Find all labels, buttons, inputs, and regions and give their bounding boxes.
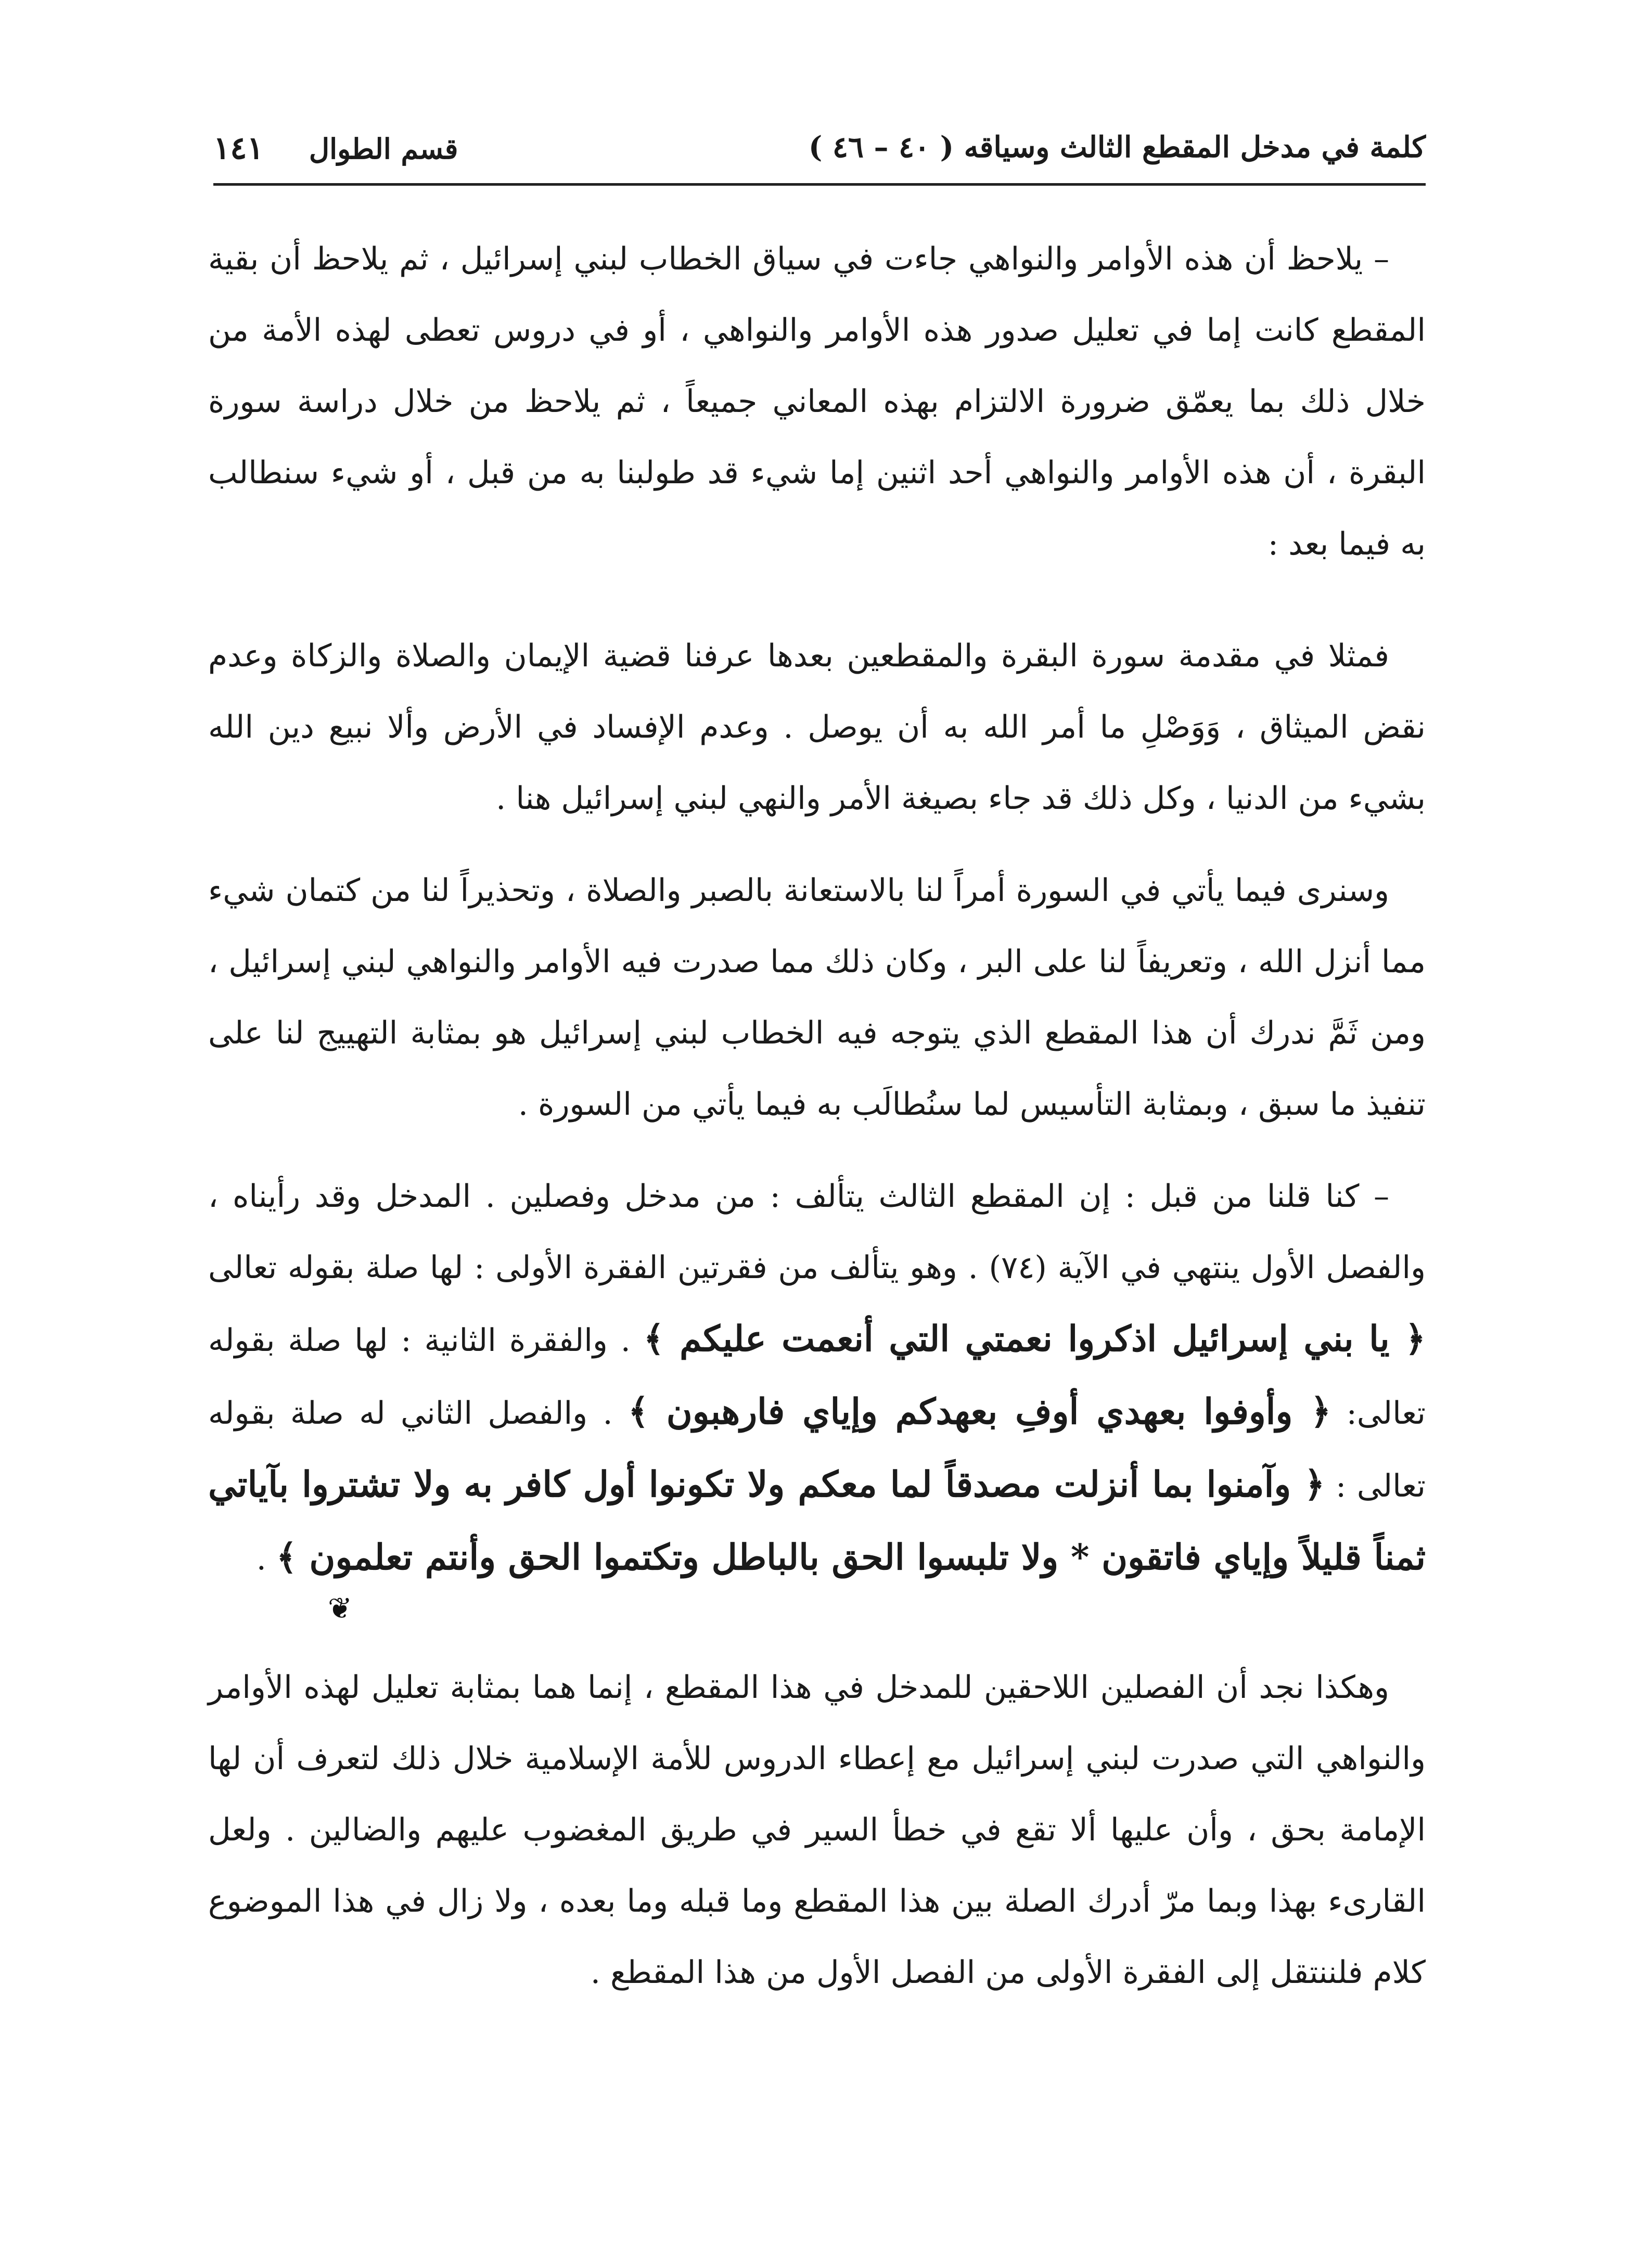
header-section: قسم الطوال [309, 132, 458, 165]
header-meta [213, 130, 458, 166]
quran-verse-2: ﴿ وأوفوا بعهدي أوفِ بعهدكم وإياي فارهبون ﴾ [628, 1391, 1331, 1433]
paragraph-1: – يلاحظ أن هذه الأوامر والنواهي جاءت في سياق الخطاب لبني إسرائيل ، ثم يلاحظ أن بقية المقطع كانت إما في تعليل صدور هذه الأوامر والنواهي ، أو في دروس تعطى لهذه الأمة من خلال ذلك بما يعمّق ضرورة الالتزام بهذه المعاني جميعاً ، ثم يلاحظ من خلال دراسة سورة البقرة ، أن هذه الأوامر والنواهي أحد اثنين إما شيء قد طولبنا به من قبل ، أو شيء سنطالب به فيما بعد : [208, 241, 1426, 562]
header-divider [213, 183, 1426, 186]
page-body [208, 224, 1426, 2049]
paragraph-5: وهكذا نجد أن الفصلين اللاحقين للمدخل في هذا المقطع ، إنما هما بمثابة تعليل لهذه الأوامر والنواهي التي صدرت لبني إسرائيل مع إعطاء الدروس للأمة الإسلامية خلال ذلك لتعرف أن لها الإمامة بحق ، وأن عليها ألا تقع في خطأ السير في طريق المغضوب عليهم والضالين . ولعل القارىء بهذا وبما مرّ أدرك الصلة بين هذا المقطع وما قبله وما بعده ، ولا زال في هذا الموضوع كلام فلننتقل إلى الفقرة الأولى من الفصل الأول من هذا المقطع . [208, 1669, 1426, 1991]
paragraph-3: وسنرى فيما يأتي في السورة أمراً لنا بالاستعانة بالصبر والصلاة ، وتحذيراً لنا من كتمان شيء مما أنزل الله ، وتعريفاً لنا على البر ، وكان ذلك مما صدرت فيه الأوامر والنواهي لبني إسرائيل ، ومن ثَمَّ ندرك أن هذا المقطع الذي يتوجه فيه الخطاب لبني إسرائيل هو بمثابة التهييج لنا على تنفيذ ما سبق ، وبمثابة التأسيس لما سنُطالَب به فيما يأتي من السورة . [208, 872, 1426, 1123]
paragraph-4-text-4: . [256, 1541, 266, 1577]
quran-verse-3: ﴿ وآمنوا بما أنزلت مصدقاً لما معكم ولا تكونوا أول كافر به ولا تشتروا بآياتي ثمناً قليلاً وإياي فاتقون * ولا تلبسوا الحق بالباطل وتكتموا الحق وأنتم تعلمون ﴾ [208, 1464, 1426, 1578]
page-number: ١٤١ [213, 130, 264, 166]
section-ornament-icon: ❦ [328, 1592, 352, 1626]
paragraph-4-text-3: . والفصل الثاني له صلة بقوله تعالى : [208, 1395, 1426, 1504]
paragraph-4-text-2: . والفقرة الثانية : لها صلة بقوله تعالى: [208, 1322, 1426, 1432]
paragraph-2: فمثلا في مقدمة سورة البقرة والمقطعين بعدها عرفنا قضية الإيمان والصلاة والزكاة وعدم نقض الميثاق ، وَوَصْلِ ما أمر الله به أن يوصل . وعدم الإفساد في الأرض وألا نبيع دين الله بشيء من الدنيا ، وكل ذلك قد جاء بصيغة الأمر والنهي لبني إسرائيل هنا . [208, 638, 1426, 817]
quran-verse-1: ﴿ يا بني إسرائيل اذكروا نعمتي التي أنعمت عليكم ﴾ [643, 1318, 1426, 1360]
running-header [213, 125, 1426, 182]
paragraph-4-text-1: – كنا قلنا من قبل : إن المقطع الثالث يتألف : من مدخل وفصلين . المدخل وقد رأيناه ، والفصل الأول ينتهي في الآية (٧٤) . وهو يتألف من فقرتين الفقرة الأولى : لها صلة بقوله تعالى [208, 1178, 1426, 1286]
header-title: كلمة في مدخل المقطع الثالث وسياقه ( ٤٠ – ٤٦ ) [808, 130, 1426, 164]
paragraph-4 [208, 1161, 1426, 1595]
